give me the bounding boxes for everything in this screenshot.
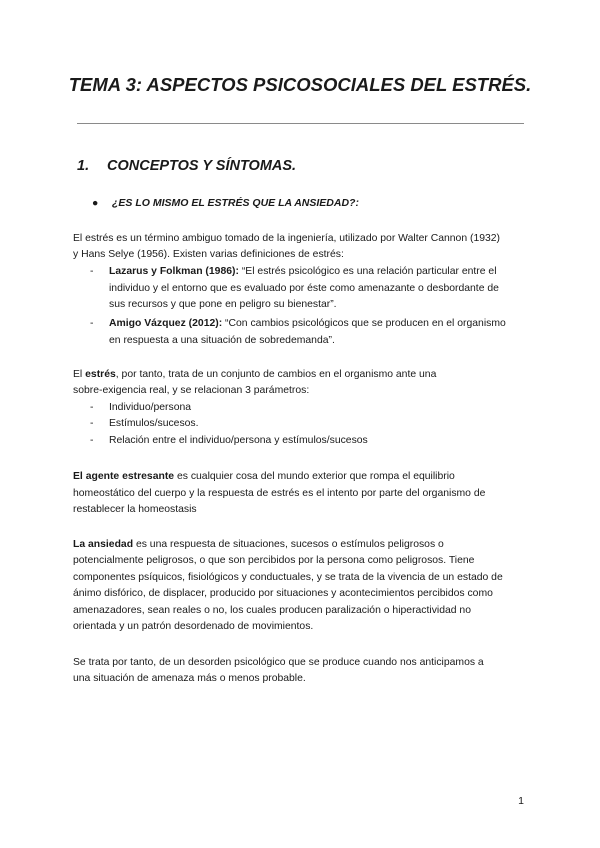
document-page: TEMA 3: ASPECTOS PSICOSOCIALES DEL ESTRÉS. 1. CONCEPTOS Y SÍNTOMAS. ● ¿ES LO MISMO EL ESTRÉS QUE LA ANSIEDAD?: El estrés es un término ambiguo tomado de la ingeniería, utilizado por Walter Cannon (1932) y Hans Selye (1956). Existen varias definiciones de estrés: - Lazarus y Folkman (1986): “El estrés psicológico es una relación particular entre el individuo y el entorno que es evaluado por éste como amenazante o desbordante de sus recursos y que pone en peligro su bienestar”. - Amigo Vázquez (2012): “Con cambios psicológicos que se producen en el organismo en respuesta a una situación de sobredemanda”. El estrés, por tanto, trata de un conjunto de cambios en el organismo ante una sobre-exigencia real, y se relacionan 3 parámetros: - Individuo/persona - Estímulos/sucesos. - Relación entre el individuo/persona y estímulos/sucesos El agente estresante es cualquier cosa del mundo exterior que rompa el equilibrio homeostático del cuerpo y la respuesta de estrés es el intento por parte del organismo de restablecer la homeostasis La ansiedad es una respuesta de situaciones, sucesos o estímulos peligrosos o potencialmente peligrosos, o que son percibidos por la persona como peligrosos. Tiene componentes psíquicos, fisiológicos y conductuales, y se trata de la vivencia de un estado de ánimo disfórico, de displacer, producido por situaciones y acontecimientos percibidos como amenazadores, sean reales o no, los cuales producen paralización o hiperactividad no orientada y un patrón desordenado de movimientos. Se trata por tanto, de un desorden psicológico que se produce cuando nos anticipamos a una situación de amenaza más o menos probable. 1 bbox=[0, 0, 600, 848]
closing-paragraph-line: Se trata por tanto, de un desorden psicológico que se produce cuando nos anticipamos a bbox=[73, 657, 484, 668]
definition-author: Amigo Vázquez (2012): bbox=[109, 318, 223, 329]
agent-paragraph-line: El agente estresante es cualquier cosa del mundo exterior que rompa el equilibrio bbox=[73, 471, 455, 482]
intro-line: y Hans Selye (1956). Existen varias definiciones de estrés: bbox=[73, 249, 344, 260]
definition-text: en respuesta a una situación de sobredemanda”. bbox=[109, 334, 335, 346]
agent-paragraph-line: restablecer la homeostasis bbox=[73, 504, 197, 515]
document-title: TEMA 3: ASPECTOS PSICOSOCIALES DEL ESTRÉS. bbox=[68, 74, 532, 95]
definition-author: Lazarus y Folkman (1986): bbox=[109, 266, 239, 277]
definition-text: “El estrés psicológico es una relación particular entre el bbox=[238, 266, 497, 277]
anxiety-paragraph-line: La ansiedad es una respuesta de situaciones, sucesos o estímulos peligrosos o bbox=[73, 539, 444, 550]
anxiety-paragraph-line: potencialmente peligrosos, o que son percibidos por la persona como peligrosos. Tiene bbox=[73, 555, 475, 566]
anxiety-paragraph-line: ánimo disfórico, de displacer, producido por situaciones y acontecimientos percibidos como bbox=[73, 588, 493, 599]
section-number: 1. bbox=[77, 158, 90, 174]
section-title: CONCEPTOS Y SÍNTOMAS. bbox=[107, 158, 297, 174]
dash-bullet-icon: - bbox=[90, 318, 94, 329]
intro-line: El estrés es un término ambiguo tomado de la ingeniería, utilizado por Walter Cannon (1932) bbox=[73, 233, 501, 244]
question-bullet-item bbox=[92, 197, 359, 209]
anxiety-paragraph-line: amenazadores, sean reales o no, los cuales producen paralización o hiperactividad no bbox=[73, 605, 471, 616]
dash-bullet-icon: - bbox=[90, 266, 94, 277]
stress-paragraph-line: El estrés, por tanto, trata de un conjunto de cambios en el organismo ante una bbox=[73, 369, 437, 380]
definition-text: “Con cambios psicológicos que se producen en el organismo bbox=[222, 318, 506, 329]
agent-paragraph-line: homeostático del cuerpo y la respuesta de estrés es el intento por parte del organismo de bbox=[73, 488, 486, 499]
section-heading bbox=[77, 158, 296, 174]
dash-bullet-icon: - bbox=[90, 435, 94, 446]
title-divider bbox=[77, 123, 524, 124]
definition-text: individuo y el entorno que es evaluado por éste como amenazante o desbordante de bbox=[109, 282, 499, 294]
question-text: ¿ES LO MISMO EL ESTRÉS QUE LA ANSIEDAD?: bbox=[112, 197, 359, 209]
closing-paragraph-line: una situación de amenaza más o menos probable. bbox=[73, 673, 306, 684]
stress-paragraph-line: sobre-exigencia real, y se relacionan 3 parámetros: bbox=[73, 385, 310, 396]
dash-bullet-icon: - bbox=[90, 418, 94, 429]
bullet-icon: ● bbox=[92, 197, 99, 209]
dash-bullet-icon: - bbox=[90, 402, 94, 413]
page-number: 1 bbox=[518, 795, 524, 807]
definition-text: sus recursos y que pone en peligro su bienestar”. bbox=[109, 299, 337, 310]
anxiety-paragraph-line: componentes psíquicos, fisiológicos y conductuales, y se trata de la vivencia de un estado de bbox=[73, 572, 503, 583]
anxiety-paragraph-line: orientada y un patrón desordenado de movimientos. bbox=[73, 621, 314, 632]
